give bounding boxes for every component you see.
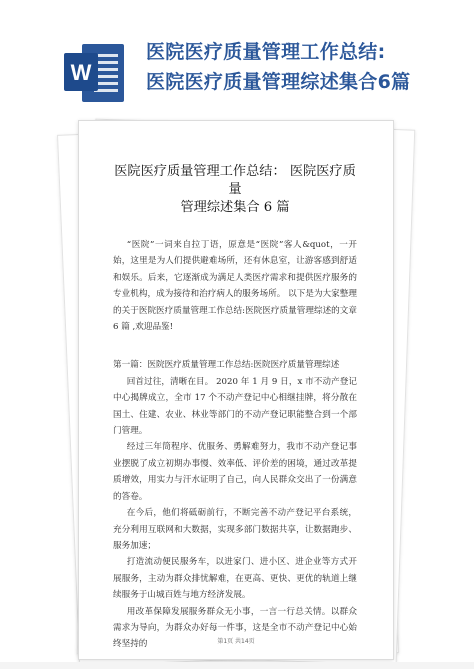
document-title-line2: 管理综述集合 6 篇 [180,200,290,215]
body-paragraph: 打造流动便民服务车，以进家门、进小区、进企业等方式开展服务，主动为群众排忧解难，在更高、更快、更优的轨道上继续服务于山城百姓与地方经济发展。 [113,557,357,601]
document-title [113,163,357,217]
banner-title-line2: 医院医疗质量管理综述集合6篇 [146,71,411,93]
body-paragraph: 经过三年筒程序、优服务、勇解难努力，我市不动产登记事业摆脱了成立初期办事慢、效率低、评价差的困境，通过改革提质增效，用实力与汗水证明了自己，向人民群众交出了一份满意的答卷。 [113,442,357,502]
body-paragraph: 回首过往，清晰在目。 2020 年 1 月 9 日，x 市不动产登记中心揭牌成立，全市 17 个不动产登记中心相继挂牌，将分散在国土、住建、农业、林业等部门的不动产登记职能整合到一个部门管理。 [113,376,357,437]
banner-title [146,37,466,97]
document-preview [78,120,394,662]
body-paragraph: 用改革保障发展服务群众无小事，一言一行总关情。以群众需求为导向，为群众办好每一件事，这是全市不动产登记中心始终坚持的 [113,606,357,650]
document-title-line1: 医院医疗质量管理工作总结： 医院医疗质量 [114,164,356,197]
banner-title-line1: 医院医疗质量管理工作总结: [146,41,386,63]
word-document-icon [62,40,128,106]
section-heading: 第一篇：医院医疗质量管理工作总结:医院医疗质量管理综述 [113,360,340,371]
body-paragraph: 在今后，他们将砥砺前行，不断完善不动产登记平台系统，充分利用互联网和大数据，实现多部门数据共享，让数据跑步、服务加速； [113,508,357,551]
bottom-band [0,662,474,669]
document-page [78,120,394,660]
svg-text:W: W [70,60,92,85]
intro-paragraph: “医院”一词来自拉丁语，原意是“医院”客人&quot，一开始，这里是为人们提供避难场所，还有休息室，让游客感到舒适和娱乐。后来，它逐渐成为满足人类医疗需求和提供医疗服务的专业机构，成为接待和治疗病人的服务场所。 以下是为大家整理的关于医院医疗质量管理工作总结:医院医疗质量管理综述的文章 6 篇 ,欢迎品鉴! [113,240,357,333]
page-number: 第1页 共14页 [217,638,255,645]
banner [0,0,474,122]
